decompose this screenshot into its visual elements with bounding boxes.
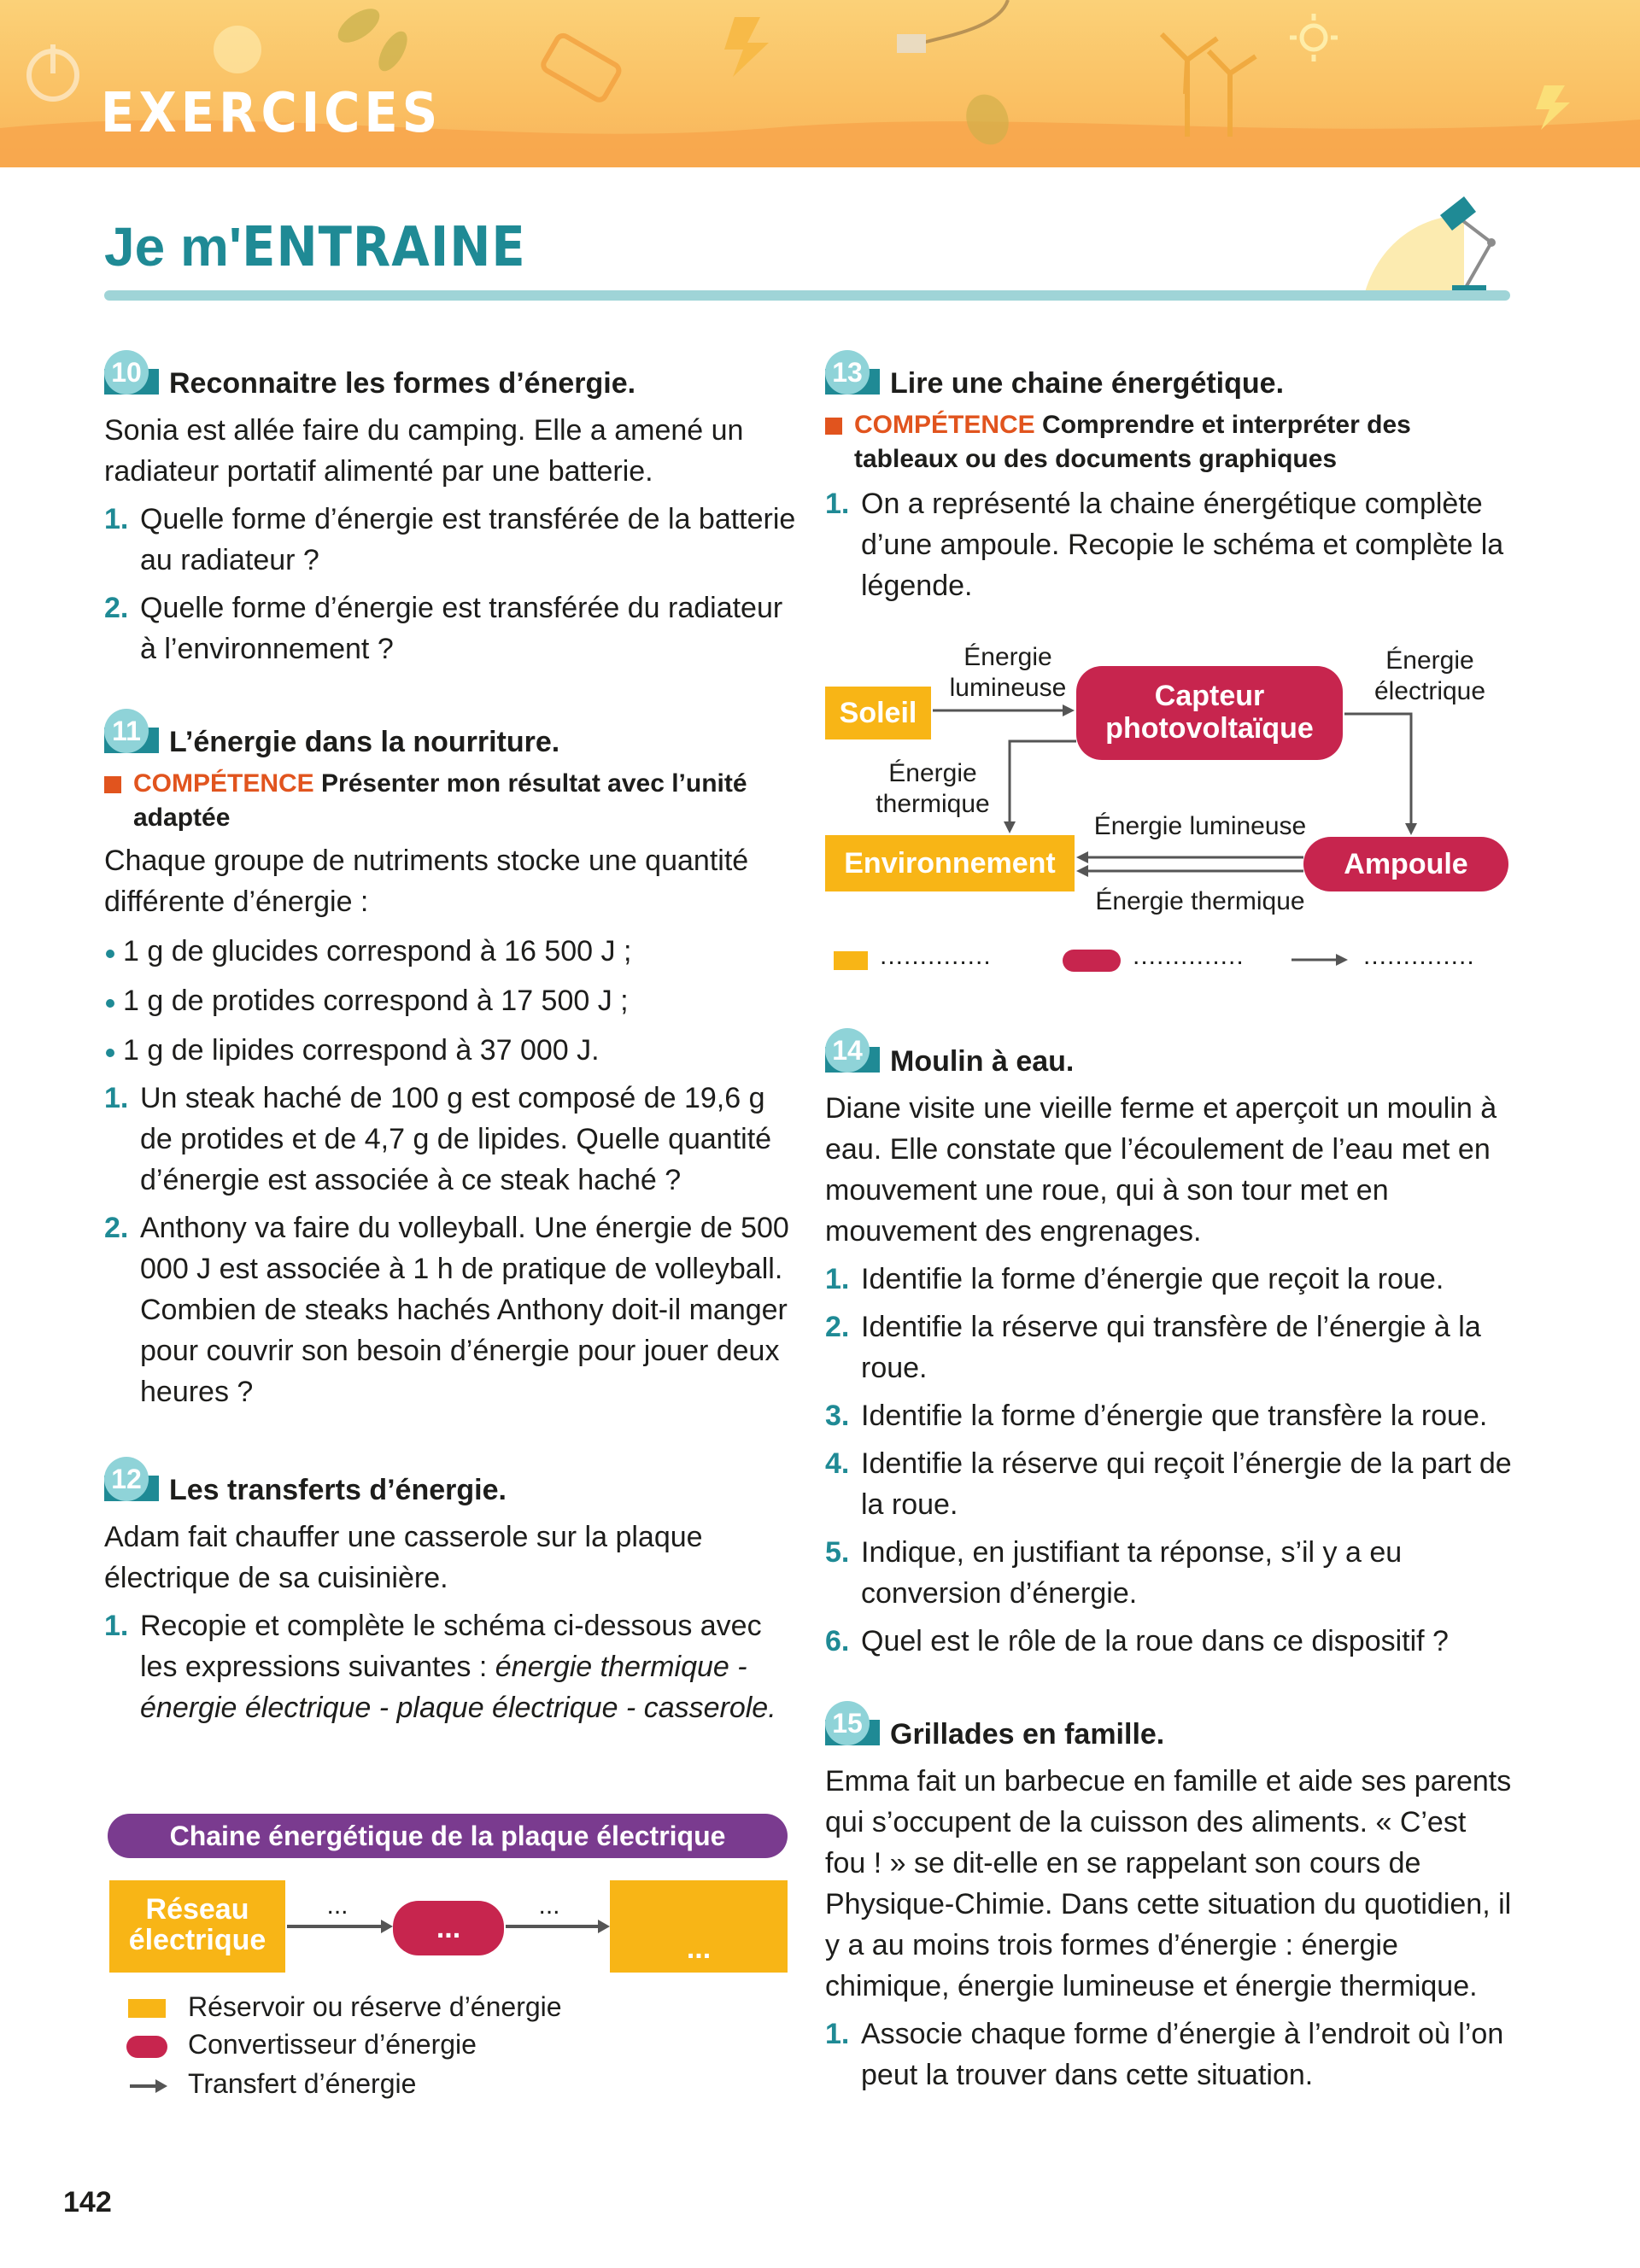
box-soleil: Soleil — [825, 687, 931, 739]
question-item: 6. Quel est le rôle de la roue dans ce dispositif ? — [825, 1625, 1449, 1657]
exercise-number-badge: 11 — [104, 709, 159, 755]
reservoir-box-blank: ... — [610, 1880, 788, 1973]
label-energie-lumineuse-mid: Énergie lumineuse — [1093, 812, 1307, 840]
section-title-main: ENTRAINE — [242, 216, 526, 279]
exercise-intro: Chaque groupe de nutriments stocke une quantité différente d’énergie : — [104, 845, 749, 918]
question-item: 4. Identifie la réserve qui reçoit l’énergie de la part de la roue. — [825, 1447, 1512, 1521]
exercise-10 — [104, 350, 796, 669]
legend-blank-converter: .............. — [1133, 942, 1245, 970]
title-rule — [104, 290, 1510, 301]
banner-title: EXERCICES — [101, 82, 442, 145]
competence-line: COMPÉTENCE Comprendre et interpréter des tableaux ou des documents graphiques — [825, 408, 1508, 476]
converter-blank: ... — [393, 1901, 504, 1955]
exercise-intro: Diane visite une vieille ferme et aperçoit un moulin à eau. Elle constate que l’écoulement de l’eau met en mouvement une roue, qui à son tour met en mouvement des engrenages. — [825, 1092, 1497, 1248]
chain-title: Chaine énergétique de la plaque électrique — [108, 1814, 788, 1858]
exercise-number-badge: 14 — [825, 1028, 880, 1074]
legend-blank-reservoir: .............. — [880, 942, 992, 970]
exercise-intro: Emma fait un barbecue en famille et aide ses parents qui s’occupent de la cuisson des aliments. « C’est fou ! » se dit-elle en se rappelant son cours de Physique-Chimie. Dans cette situation du quotidien, il y a au moins trois formes d’énergie : énergie chimique, énergie lumineuse et énergie thermique. — [825, 1765, 1512, 2002]
exercise-15 — [825, 1701, 1512, 2096]
legend-blank-transfer: .............. — [1363, 942, 1475, 970]
label-energie-thermique-left: Énergie thermique — [876, 759, 990, 818]
lightning-icon — [724, 17, 769, 77]
legend-swatch-reservoir — [834, 951, 868, 970]
right-column — [825, 350, 1508, 606]
exercise-13 — [825, 350, 1508, 606]
leaf-icon — [332, 2, 413, 75]
wind-turbine-icon — [1162, 34, 1256, 137]
header-banner — [0, 0, 1640, 167]
right-column-lower — [825, 1028, 1512, 2096]
label-energie-thermique-bottom: Énergie thermique — [1095, 887, 1305, 915]
question-1: 1. Recopie et complète le schéma ci-dessous avec les expressions suivantes : énergie thermique - énergie électrique - plaque électrique - casserole. — [104, 1610, 776, 1724]
legend-convertisseur: Convertisseur d’énergie — [188, 2029, 477, 2060]
list-item: 1 g de glucides correspond à 16 500 J ; — [104, 931, 796, 972]
left-column — [104, 350, 796, 1728]
page-number: 142 — [63, 2186, 112, 2218]
competence-line: COMPÉTENCE Présenter mon résultat avec l’unité adaptée — [104, 767, 796, 835]
question-1: 1. Un steak haché de 100 g est composé de 19,6 g de protides et de 4,7 g de lipides. Quelle quantité d’énergie est associée à ce steak haché ? — [104, 1082, 772, 1196]
chain-label-blank-2: ... — [538, 1891, 560, 1920]
question-2: 2. Quelle forme d’énergie est transférée du radiateur à l’environnement ? — [104, 592, 783, 665]
exercise-title: Grillades en famille. — [890, 1718, 1165, 1751]
label-energie-electrique: Énergie électrique — [1374, 646, 1486, 705]
exercise-title: Moulin à eau. — [890, 1045, 1075, 1078]
chain-label-blank-1: ... — [326, 1891, 348, 1920]
exercise-14 — [825, 1028, 1512, 1662]
exercise-title: Les transferts d’énergie. — [169, 1474, 507, 1506]
legend-reservoir: Réservoir ou réserve d’énergie — [188, 1991, 562, 2022]
label-energie-lumineuse-top: Énergie lumineuse — [949, 643, 1067, 702]
section-title — [104, 215, 526, 279]
exercise-title: Reconnaitre les formes d’énergie. — [169, 367, 636, 400]
box-ampoule: Ampoule — [1303, 837, 1508, 891]
exercise-11 — [104, 709, 796, 1412]
box-environnement: Environnement — [825, 835, 1075, 891]
question-1: 1. Quelle forme d’énergie est transférée de la batterie au radiateur ? — [104, 503, 796, 576]
legend-transfert: Transfert d’énergie — [188, 2068, 417, 2099]
battery-icon — [541, 33, 621, 102]
question-item: 2. Identifie la réserve qui transfère de l’énergie à la roue. — [825, 1311, 1481, 1384]
exercise-intro: Sonia est allée faire du camping. Elle a amené un radiateur portatif alimenté par une batterie. — [104, 414, 744, 488]
exercise-number-badge: 10 — [104, 350, 159, 396]
exercise-number-badge: 13 — [825, 350, 880, 396]
reservoir-box-reseau: Réseau électrique — [109, 1880, 285, 1973]
bulb-icon — [214, 26, 261, 73]
power-icon — [29, 44, 77, 99]
question-item: 1. Identifie la forme d’énergie que reçoit la roue. — [825, 1263, 1444, 1295]
legend-swatch-reservoir — [128, 1999, 166, 2018]
legend-swatch-converter — [1063, 950, 1121, 972]
question-1: 1. Associe chaque forme d’énergie à l’endroit où l’on peut la trouver dans cette situation. — [825, 2018, 1504, 2091]
exercise-title: Lire une chaine énergétique. — [890, 367, 1285, 400]
exercise-12 — [104, 1457, 796, 1728]
exercise-title: L’énergie dans la nourriture. — [169, 726, 560, 758]
plug-icon — [897, 0, 1008, 53]
section-title-prefix: Je m' — [104, 216, 243, 278]
list-item: 1 g de protides correspond à 17 500 J ; — [104, 980, 796, 1021]
box-capteur: Capteur photovoltaïque — [1076, 666, 1343, 760]
sun-icon — [1290, 14, 1338, 61]
question-2: 2. Anthony va faire du volleyball. Une énergie de 500 000 J est associée à 1 h de pratique de volleyball. Combien de steaks hachés Anthony doit-il manger pour couvrir son besoin d’énergie pour jouer deux heures ? — [104, 1212, 789, 1408]
desk-lamp-icon — [1363, 190, 1526, 301]
question-item: 3. Identifie la forme d’énergie que transfère la roue. — [825, 1400, 1488, 1432]
lightning-icon-2 — [1536, 85, 1570, 130]
list-item: 1 g de lipides correspond à 37 000 J. — [104, 1030, 796, 1071]
question-item: 5. Indique, en justifiant ta réponse, s’il y a eu conversion d’énergie. — [825, 1536, 1403, 1610]
question-1: 1. On a représenté la chaine énergétique complète d’une ampoule. Recopie le schéma et complète la légende. — [825, 488, 1504, 602]
exercise-number-badge: 12 — [104, 1457, 159, 1503]
exercise-intro: Adam fait chauffer une casserole sur la plaque électrique de sa cuisinière. — [104, 1521, 703, 1594]
legend-swatch-converter — [126, 2036, 167, 2058]
exercise-number-badge: 15 — [825, 1701, 880, 1747]
